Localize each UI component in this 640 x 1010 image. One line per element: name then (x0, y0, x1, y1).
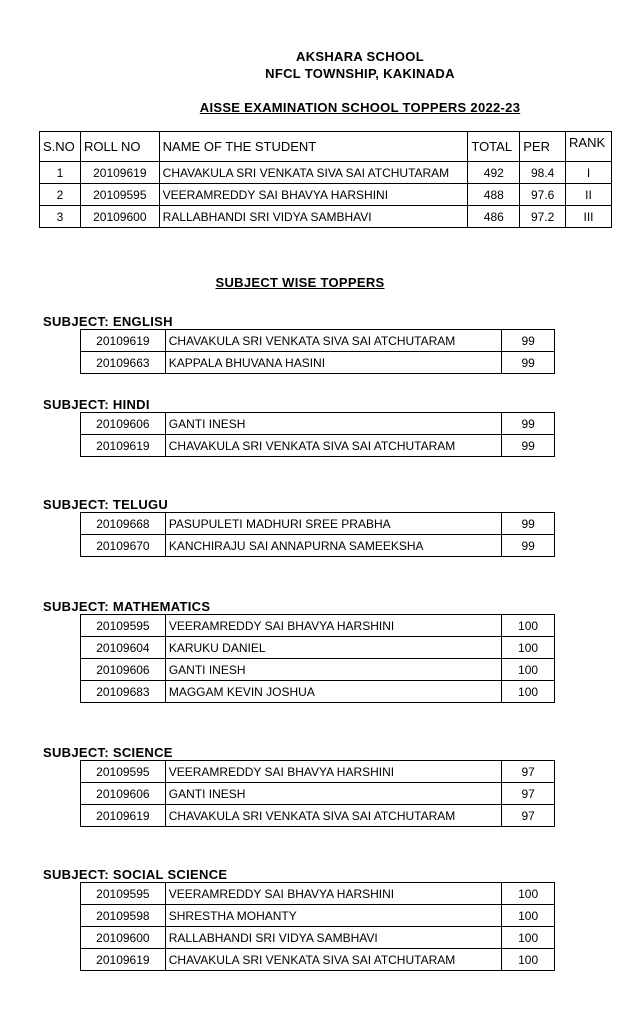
name-cell: KAPPALA BHUVANA HASINI (165, 352, 502, 374)
marks-cell: 99 (502, 352, 555, 374)
subject-label-science: SUBJECT: SCIENCE (43, 745, 173, 760)
marks-cell: 99 (502, 513, 555, 535)
marks-cell: 100 (502, 615, 555, 637)
roll-cell: 20109619 (81, 949, 166, 971)
col-total: TOTAL (468, 132, 520, 162)
roll-cell: 20109663 (81, 352, 166, 374)
roll-cell: 20109600 (80, 206, 159, 228)
roll-cell: 20109619 (81, 330, 166, 352)
name-cell: CHAVAKULA SRI VENKATA SIVA SAI ATCHUTARAM (165, 949, 502, 971)
table-row (40, 162, 612, 184)
per-cell: 97.6 (520, 184, 566, 206)
subject-table-hindi (80, 412, 555, 457)
rank-cell: I (566, 162, 612, 184)
marks-cell: 99 (502, 435, 555, 457)
roll-cell: 20109606 (81, 413, 166, 435)
col-sno: S.NO (40, 132, 81, 162)
name-cell: CHAVAKULA SRI VENKATA SIVA SAI ATCHUTARAM (165, 435, 502, 457)
name-cell: KARUKU DANIEL (165, 637, 501, 659)
marks-cell: 100 (502, 927, 555, 949)
subject-wise-title: SUBJECT WISE TOPPERS (215, 275, 385, 290)
table-row (81, 413, 555, 435)
rank-cell: III (566, 206, 612, 228)
roll-cell: 20109604 (81, 637, 166, 659)
col-rank: RANK (566, 132, 612, 162)
table-row (81, 905, 555, 927)
name-cell: GANTI INESH (165, 413, 502, 435)
name-cell: SHRESTHA MOHANTY (165, 905, 502, 927)
roll-cell: 20109668 (81, 513, 166, 535)
marks-cell: 99 (502, 330, 555, 352)
toppers-header-row (40, 132, 612, 162)
col-name: NAME OF THE STUDENT (159, 132, 468, 162)
table-row (81, 783, 555, 805)
sno-cell: 1 (40, 162, 81, 184)
marks-cell: 99 (502, 535, 555, 557)
marks-cell: 100 (502, 659, 555, 681)
subject-label-hindi: SUBJECT: HINDI (43, 397, 150, 412)
table-row (81, 615, 555, 637)
sno-cell: 3 (40, 206, 81, 228)
rank-cell: II (566, 184, 612, 206)
name-cell: MAGGAM KEVIN JOSHUA (165, 681, 501, 703)
roll-cell: 20109619 (81, 805, 166, 827)
name-cell: RALLABHANDI SRI VIDYA SAMBHAVI (165, 927, 502, 949)
roll-cell: 20109598 (81, 905, 166, 927)
roll-cell: 20109600 (81, 927, 166, 949)
marks-cell: 100 (502, 905, 555, 927)
subject-table-telugu (80, 512, 555, 557)
name-cell: PASUPULETI MADHURI SREE PRABHA (165, 513, 501, 535)
toppers-table (39, 131, 612, 228)
name-cell: CHAVAKULA SRI VENKATA SIVA SAI ATCHUTARAM (165, 330, 502, 352)
name-cell: CHAVAKULA SRI VENKATA SIVA SAI ATCHUTARAM (165, 805, 502, 827)
name-cell: VEERAMREDDY SAI BHAVYA HARSHINI (165, 761, 502, 783)
subject-label-social-science: SUBJECT: SOCIAL SCIENCE (43, 867, 228, 882)
table-row (81, 352, 555, 374)
marks-cell: 97 (502, 761, 555, 783)
table-row (81, 637, 555, 659)
subject-label-mathematics: SUBJECT: MATHEMATICS (43, 599, 211, 614)
marks-cell: 100 (502, 949, 555, 971)
marks-cell: 100 (502, 883, 555, 905)
name-cell: RALLABHANDI SRI VIDYA SAMBHAVI (159, 206, 468, 228)
col-per: PER (520, 132, 566, 162)
marks-cell: 99 (502, 413, 555, 435)
table-row (81, 681, 555, 703)
roll-cell: 20109595 (81, 761, 166, 783)
table-row (81, 927, 555, 949)
subject-label-telugu: SUBJECT: TELUGU (43, 497, 169, 512)
table-row (40, 206, 612, 228)
per-cell: 98.4 (520, 162, 566, 184)
name-cell: VEERAMREDDY SAI BHAVYA HARSHINI (165, 615, 501, 637)
name-cell: GANTI INESH (165, 783, 502, 805)
total-cell: 492 (468, 162, 520, 184)
roll-cell: 20109683 (81, 681, 166, 703)
subject-table-mathematics (80, 614, 555, 703)
subject-table-science (80, 760, 555, 827)
roll-cell: 20109595 (81, 615, 166, 637)
table-row (81, 883, 555, 905)
school-name: AKSHARA SCHOOL (296, 49, 424, 64)
total-cell: 486 (468, 206, 520, 228)
school-township: NFCL TOWNSHIP, KAKINADA (265, 66, 455, 81)
name-cell: CHAVAKULA SRI VENKATA SIVA SAI ATCHUTARAM (159, 162, 468, 184)
marks-cell: 100 (502, 681, 555, 703)
subject-table-social-science (80, 882, 555, 971)
name-cell: VEERAMREDDY SAI BHAVYA HARSHINI (159, 184, 468, 206)
roll-cell: 20109606 (81, 659, 166, 681)
col-roll: ROLL NO (80, 132, 159, 162)
marks-cell: 97 (502, 805, 555, 827)
subject-table-english (80, 329, 555, 374)
table-row (81, 659, 555, 681)
name-cell: GANTI INESH (165, 659, 501, 681)
marks-cell: 97 (502, 783, 555, 805)
table-row (81, 805, 555, 827)
table-row (40, 184, 612, 206)
sno-cell: 2 (40, 184, 81, 206)
roll-cell: 20109619 (81, 435, 166, 457)
table-row (81, 513, 555, 535)
roll-cell: 20109606 (81, 783, 166, 805)
name-cell: KANCHIRAJU SAI ANNAPURNA SAMEEKSHA (165, 535, 501, 557)
table-row (81, 761, 555, 783)
roll-cell: 20109619 (80, 162, 159, 184)
subject-label-english: SUBJECT: ENGLISH (43, 314, 173, 329)
exam-title: AISSE EXAMINATION SCHOOL TOPPERS 2022-23 (199, 100, 521, 115)
table-row (81, 535, 555, 557)
name-cell: VEERAMREDDY SAI BHAVYA HARSHINI (165, 883, 502, 905)
roll-cell: 20109670 (81, 535, 166, 557)
table-row (81, 949, 555, 971)
marks-cell: 100 (502, 637, 555, 659)
roll-cell: 20109595 (81, 883, 166, 905)
roll-cell: 20109595 (80, 184, 159, 206)
table-row (81, 435, 555, 457)
total-cell: 488 (468, 184, 520, 206)
per-cell: 97.2 (520, 206, 566, 228)
table-row (81, 330, 555, 352)
